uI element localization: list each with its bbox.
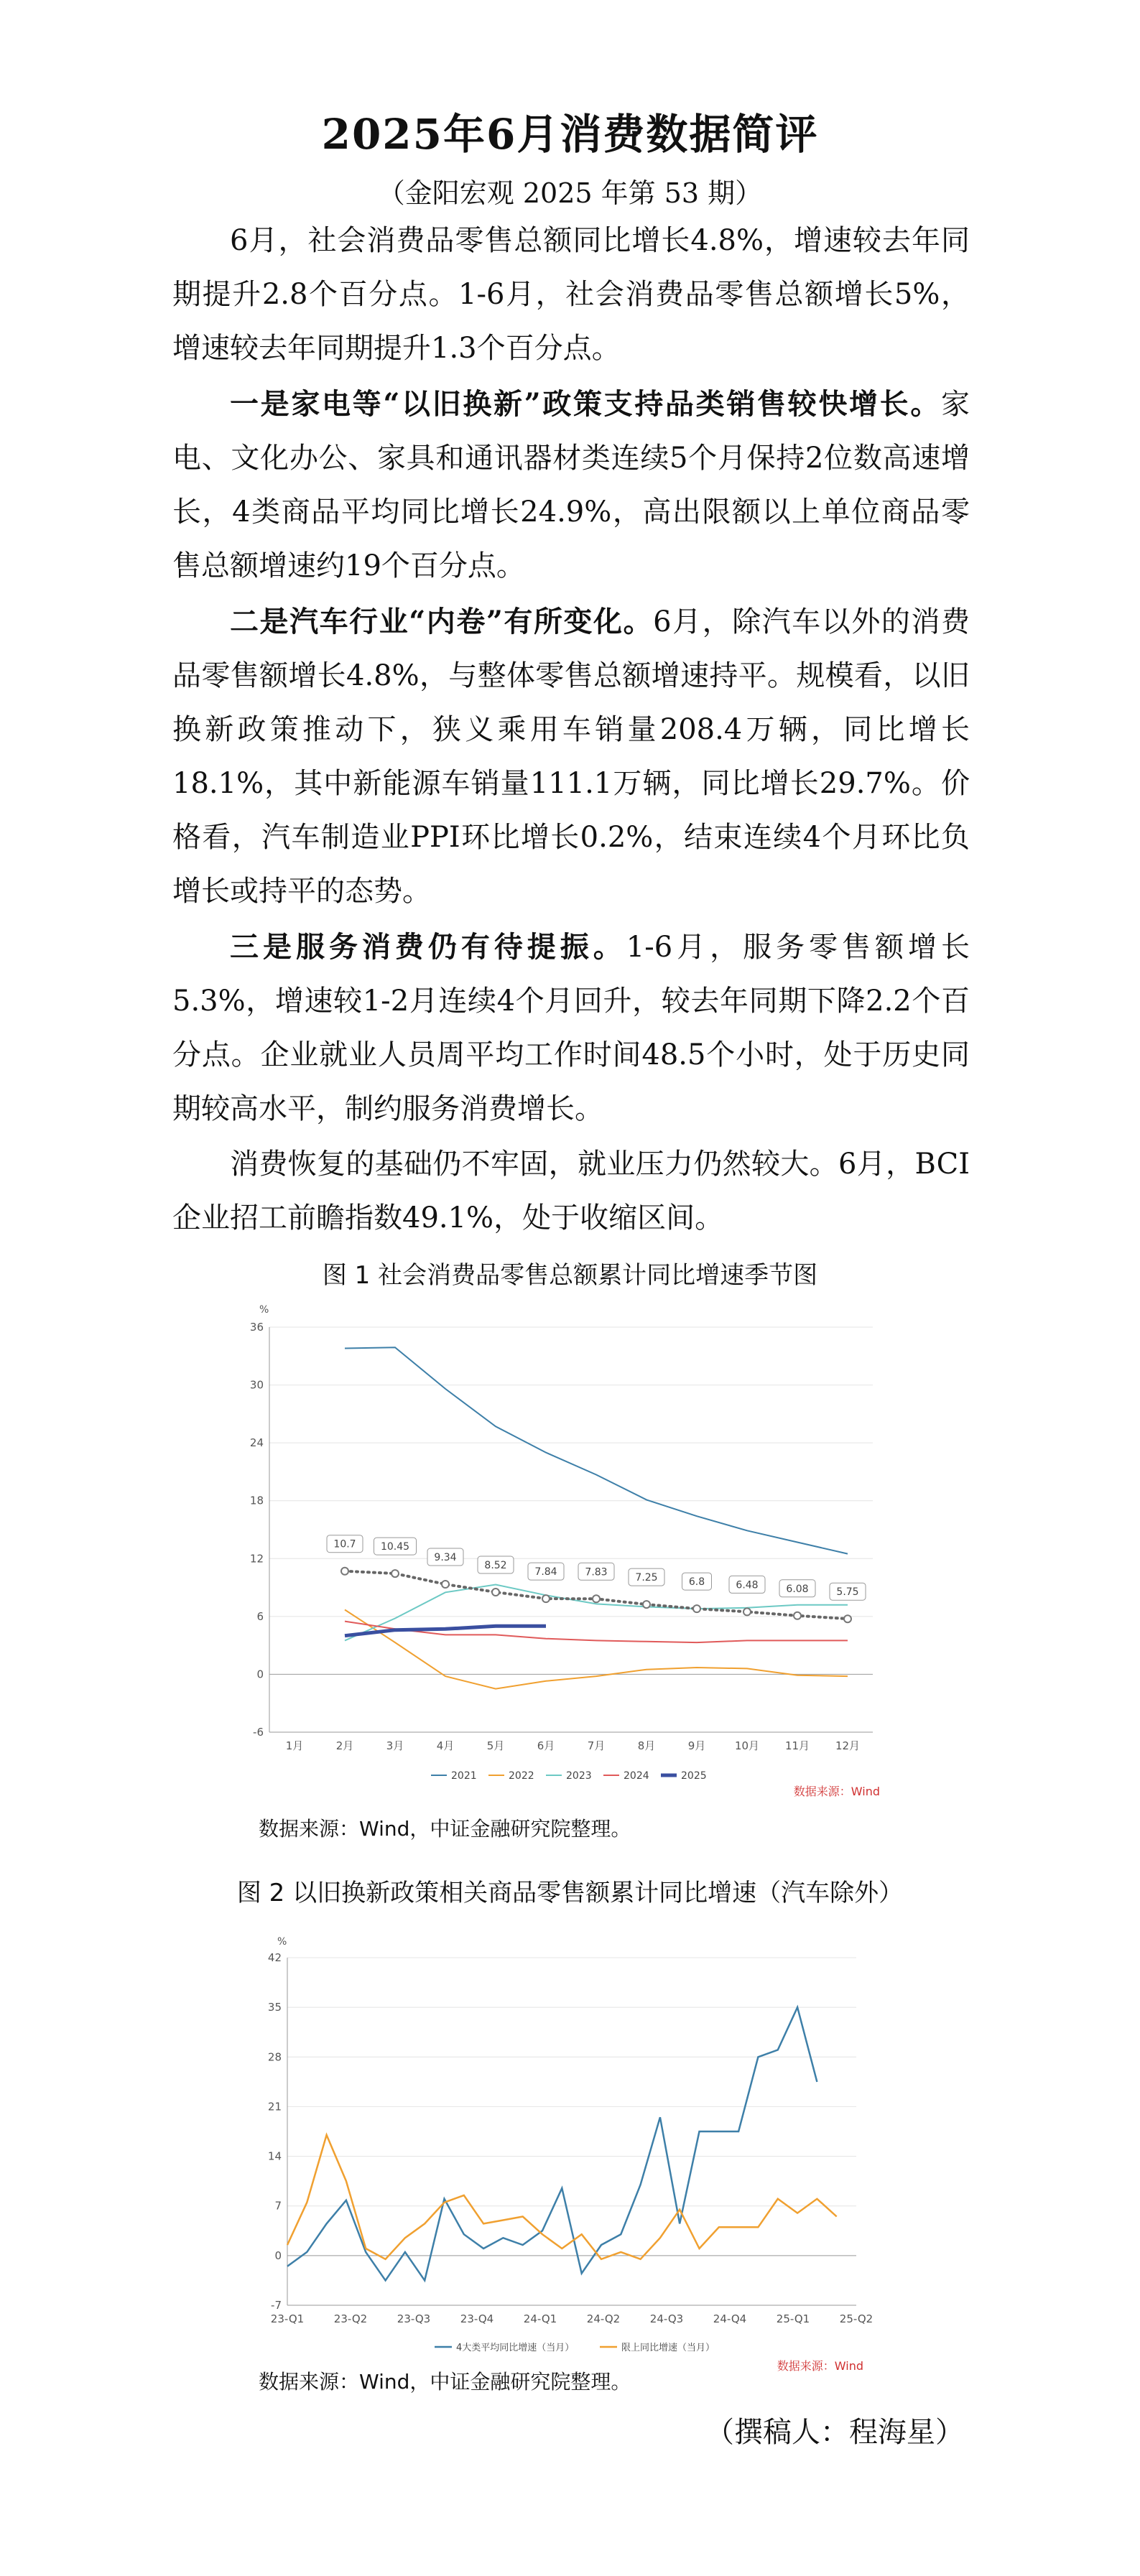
y-tick-label: 7 bbox=[274, 2199, 282, 2213]
x-tick-label: 24-Q4 bbox=[713, 2312, 747, 2325]
data-label: 5.75 bbox=[836, 1586, 859, 1599]
figure-1-source: 数据来源：Wind，中证金融研究院整理。 bbox=[259, 1817, 631, 1841]
x-tick-label: 9月 bbox=[687, 1739, 706, 1752]
x-tick-label: 23-Q4 bbox=[460, 2312, 494, 2325]
legend-label: 2021 bbox=[451, 1770, 477, 1782]
paragraph-3-heading: 二是汽车行业“内卷”有所变化。 bbox=[230, 605, 654, 638]
avg-point bbox=[693, 1605, 700, 1612]
avg-point bbox=[593, 1595, 600, 1602]
y-tick-label: -7 bbox=[271, 2299, 282, 2312]
y-tick-label: 21 bbox=[267, 2100, 282, 2114]
x-tick-label: 7月 bbox=[587, 1739, 606, 1752]
y-unit-label: % bbox=[277, 1936, 287, 1948]
author-credit: （撰稿人：程海星） bbox=[705, 2416, 964, 2449]
paragraph-4-body: 1-6月，服务零售额增长5.3%，增速较1-2月连续4个月回升，较去年同期下降2.2个百分点。企业就业人员周平均工作时间48.5个小时，处于历史同期较高水平，制约服务消费增长。 bbox=[172, 931, 970, 1125]
paragraph-2 bbox=[172, 377, 970, 593]
doc-title: 2025年6月消费数据简评 bbox=[321, 110, 819, 159]
paragraph-1: 6月，社会消费品零售总额同比增长4.8%，增速较去年同期提升2.8个百分点。1-6月，社会消费品零售总额增长5%，增速较去年同期提升1.3个百分点。 bbox=[172, 224, 970, 365]
data-label: 10.7 bbox=[333, 1538, 356, 1550]
figure-2-title: 图 2 以旧换新政策相关商品零售额累计同比增速（汽车除外） bbox=[236, 1879, 904, 1907]
x-tick-label: 24-Q3 bbox=[649, 2312, 684, 2325]
avg-point bbox=[743, 1608, 751, 1615]
legend-label: 2024 bbox=[624, 1770, 649, 1782]
x-tick-label: 10月 bbox=[734, 1739, 760, 1752]
chart-2 bbox=[0, 1925, 1140, 2391]
y-tick-label: 0 bbox=[256, 1668, 264, 1681]
data-label: 7.84 bbox=[534, 1566, 557, 1578]
series-line-2022 bbox=[345, 1610, 848, 1689]
chart-source-note: 数据来源：Wind bbox=[777, 2359, 863, 2373]
avg-point bbox=[794, 1612, 801, 1619]
x-tick-label: 8月 bbox=[637, 1739, 656, 1752]
x-tick-label: 24-Q2 bbox=[586, 2312, 621, 2325]
legend-label: 限上同比增速（当月） bbox=[621, 2343, 715, 2353]
series-line-2021 bbox=[345, 1347, 848, 1553]
x-tick-label: 25-Q1 bbox=[776, 2312, 810, 2325]
y-tick-label: 12 bbox=[249, 1552, 264, 1566]
data-label: 8.52 bbox=[484, 1560, 507, 1572]
y-tick-label: 30 bbox=[249, 1378, 264, 1392]
y-tick-label: 24 bbox=[249, 1436, 264, 1450]
avg-point bbox=[542, 1595, 550, 1602]
avg-point bbox=[391, 1570, 399, 1577]
data-label: 9.34 bbox=[434, 1552, 457, 1564]
x-tick-label: 2月 bbox=[335, 1739, 354, 1752]
doc-subtitle: （金阳宏观 2025 年第 53 期） bbox=[377, 177, 763, 209]
series-line-2024 bbox=[345, 1622, 848, 1643]
data-label: 7.83 bbox=[585, 1566, 608, 1578]
x-tick-label: 23-Q2 bbox=[333, 2312, 368, 2325]
x-tick-label: 25-Q2 bbox=[839, 2312, 873, 2325]
y-tick-label: -6 bbox=[253, 1726, 264, 1739]
data-label: 10.45 bbox=[380, 1541, 410, 1553]
paragraph-3 bbox=[172, 595, 970, 919]
legend-label: 4大类平均同比增速（当月） bbox=[456, 2343, 575, 2353]
x-tick-label: 12月 bbox=[835, 1739, 861, 1752]
legend-label: 2023 bbox=[566, 1770, 592, 1782]
x-tick-label: 23-Q1 bbox=[270, 2312, 305, 2325]
legend-label: 2025 bbox=[681, 1770, 707, 1782]
y-tick-label: 36 bbox=[249, 1321, 264, 1334]
y-unit-label: % bbox=[259, 1304, 269, 1316]
data-label: 6.8 bbox=[688, 1576, 705, 1589]
avg-point bbox=[492, 1589, 499, 1596]
x-tick-label: 23-Q3 bbox=[397, 2312, 431, 2325]
paragraph-2-heading: 一是家电等“以旧换新”政策支持品类销售较快增长。 bbox=[230, 387, 941, 421]
x-tick-label: 5月 bbox=[486, 1739, 505, 1752]
data-label: 6.48 bbox=[736, 1579, 759, 1591]
avg-point bbox=[643, 1601, 650, 1608]
series-line-0 bbox=[287, 2007, 817, 2280]
x-tick-label: 4月 bbox=[436, 1739, 455, 1752]
avg-point bbox=[442, 1581, 449, 1588]
avg-point bbox=[341, 1568, 348, 1575]
x-tick-label: 1月 bbox=[285, 1739, 304, 1752]
paragraph-4-heading: 三是服务消费仍有待提振。 bbox=[230, 930, 626, 964]
y-tick-label: 18 bbox=[249, 1494, 264, 1507]
paragraph-4 bbox=[172, 920, 970, 1136]
paragraph-5: 消费恢复的基础仍不牢固，就业压力仍然较大。6月，BCI企业招工前瞻指数49.1%，处于收缩区间。 bbox=[172, 1148, 970, 1234]
x-tick-label: 24-Q1 bbox=[523, 2312, 557, 2325]
y-tick-label: 42 bbox=[267, 1951, 282, 1964]
figure-1-title: 图 1 社会消费品零售总额累计同比增速季节图 bbox=[322, 1261, 818, 1290]
figure-2-source: 数据来源：Wind，中证金融研究院整理。 bbox=[259, 2370, 631, 2394]
chart-source-note: 数据来源：Wind bbox=[793, 1785, 880, 1798]
y-tick-label: 6 bbox=[256, 1609, 264, 1623]
data-label: 7.25 bbox=[635, 1572, 658, 1584]
y-tick-label: 14 bbox=[267, 2149, 282, 2163]
y-tick-label: 28 bbox=[267, 2050, 282, 2064]
data-label: 6.08 bbox=[786, 1583, 809, 1595]
x-tick-label: 3月 bbox=[386, 1739, 404, 1752]
x-tick-label: 11月 bbox=[784, 1739, 810, 1752]
paragraph-2-body: 家电、文化办公、家具和通讯器材类连续5个月保持2位数高速增长，4类商品平均同比增长24.9%，高出限额以上单位商品零售总额增速约19个百分点。 bbox=[172, 388, 970, 582]
legend-label: 2022 bbox=[509, 1770, 534, 1782]
chart-1 bbox=[0, 1293, 1140, 1810]
avg-point bbox=[844, 1615, 851, 1622]
x-tick-label: 6月 bbox=[537, 1739, 555, 1752]
y-tick-label: 0 bbox=[274, 2249, 282, 2262]
paragraph-3-body: 6月，除汽车以外的消费品零售额增长4.8%，与整体零售总额增速持平。规模看，以旧换新政策推动下，狭义乘用车销量208.4万辆，同比增长18.1%，其中新能源车销量111.1万辆，同比增长29.7%。价格看，汽车制造业PPI环比增长0.2%，结束连续4个月环比负增长或持平的态势。 bbox=[172, 605, 970, 908]
series-line-1 bbox=[287, 2135, 837, 2259]
y-tick-label: 35 bbox=[267, 2001, 282, 2014]
body-text bbox=[172, 214, 970, 1247]
